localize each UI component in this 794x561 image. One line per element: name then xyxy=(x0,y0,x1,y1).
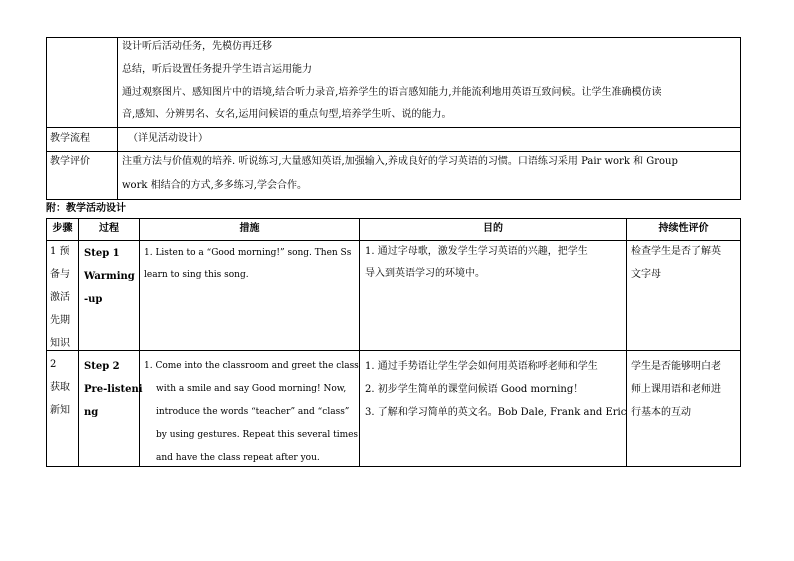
design-line: 音,感知、分辨男名、女名,运用问候语的重点句型,培养学生听、说的能力。 xyxy=(122,109,452,120)
column-header: 目的 xyxy=(483,223,503,234)
evaluation-line: 行基本的互动 xyxy=(631,407,691,418)
flow-label: 教学流程 xyxy=(50,133,90,144)
flow-value: （详见活动设计） xyxy=(128,133,208,144)
column-header: 措施 xyxy=(239,223,260,234)
evaluation-line: 检查学生是否了解英 xyxy=(631,246,721,257)
eval-label: 教学评价 xyxy=(50,156,90,167)
purpose-line: 导入到英语学习的环境中。 xyxy=(365,268,485,279)
step-cell: 1 预 xyxy=(50,246,70,257)
process-cell: Step 1 xyxy=(84,248,120,259)
design-line: 设计听后活动任务，先模仿再迁移 xyxy=(122,41,272,52)
step-cell: 知识 xyxy=(50,338,70,349)
evaluation-line: 文字母 xyxy=(631,269,661,280)
step-cell: 备与 xyxy=(50,269,70,280)
table-border xyxy=(46,218,741,219)
step-cell: 先期 xyxy=(50,315,70,326)
table-border xyxy=(78,218,79,467)
table-border xyxy=(117,37,118,200)
design-line: 总结，听后设置任务提升学生语言运用能力 xyxy=(122,64,312,75)
table-border xyxy=(626,218,627,467)
column-header: 步骤 xyxy=(52,223,73,234)
evaluation-line: 学生是否能够明白老 xyxy=(631,361,721,372)
process-cell: ng xyxy=(84,407,99,418)
evaluation-line: 师上课用语和老师进 xyxy=(631,384,721,395)
column-header: 持续性评价 xyxy=(658,223,709,234)
purpose-line: 1. 通过手势语让学生学会如何用英语称呼老师和学生 xyxy=(365,361,598,372)
table-border xyxy=(46,218,47,467)
table-border xyxy=(46,37,47,200)
table-border xyxy=(46,127,741,128)
table-border xyxy=(46,466,741,467)
table-border xyxy=(740,218,741,467)
step-cell: 激活 xyxy=(50,292,70,303)
eval-line: 注重方法与价值观的培养. 听说练习,大量感知英语,加强输入,养成良好的学习英语的习惯。口语练习采用 Pair work 和 Group xyxy=(122,156,678,167)
table-border xyxy=(46,199,741,200)
appendix-title: 附：教学活动设计 xyxy=(46,203,126,214)
purpose-line: 2. 初步学生简单的课堂问候语 Good morning！ xyxy=(365,384,584,395)
measure-line: 1. Come into the classroom and greet the class xyxy=(144,361,359,371)
table-border xyxy=(46,37,741,38)
design-line: 通过观察图片、感知图片中的语境,结合听力录音,培养学生的语言感知能力,并能流利地用英语互致问候。让学生准确模仿读 xyxy=(122,87,662,98)
measure-line: 1. Listen to a “Good morning!” song. Then Ss xyxy=(144,248,352,258)
process-cell: Warming xyxy=(84,271,135,282)
process-cell: Step 2 xyxy=(84,361,120,372)
measure-line: with a smile and say Good morning! Now, xyxy=(156,384,347,394)
step-cell: 2 xyxy=(50,359,57,370)
step-cell: 获取 xyxy=(50,382,70,393)
measure-line: introduce the words “teacher” and “class” xyxy=(156,407,350,417)
measure-line: learn to sing this song. xyxy=(144,270,249,280)
table-border xyxy=(46,240,741,241)
table-border xyxy=(46,350,741,351)
table-border xyxy=(359,218,360,467)
column-header: 过程 xyxy=(99,223,119,234)
table-border xyxy=(46,151,741,152)
measure-line: by using gestures. Repeat this several times xyxy=(156,430,359,440)
table-border xyxy=(139,218,140,467)
table-border xyxy=(740,37,741,200)
eval-line: work 相结合的方式,多多练习,学会合作。 xyxy=(122,180,307,191)
measure-line: and have the class repeat after you. xyxy=(156,453,320,463)
purpose-line: 1. 通过字母歌，激发学生学习英语的兴趣，把学生 xyxy=(365,246,588,257)
process-cell: Pre-listeni xyxy=(84,384,143,395)
step-cell: 新知 xyxy=(50,405,70,416)
process-cell: -up xyxy=(84,294,103,305)
purpose-line: 3. 了解和学习简单的英文名。Bob Dale, Frank and Eric xyxy=(365,407,627,418)
